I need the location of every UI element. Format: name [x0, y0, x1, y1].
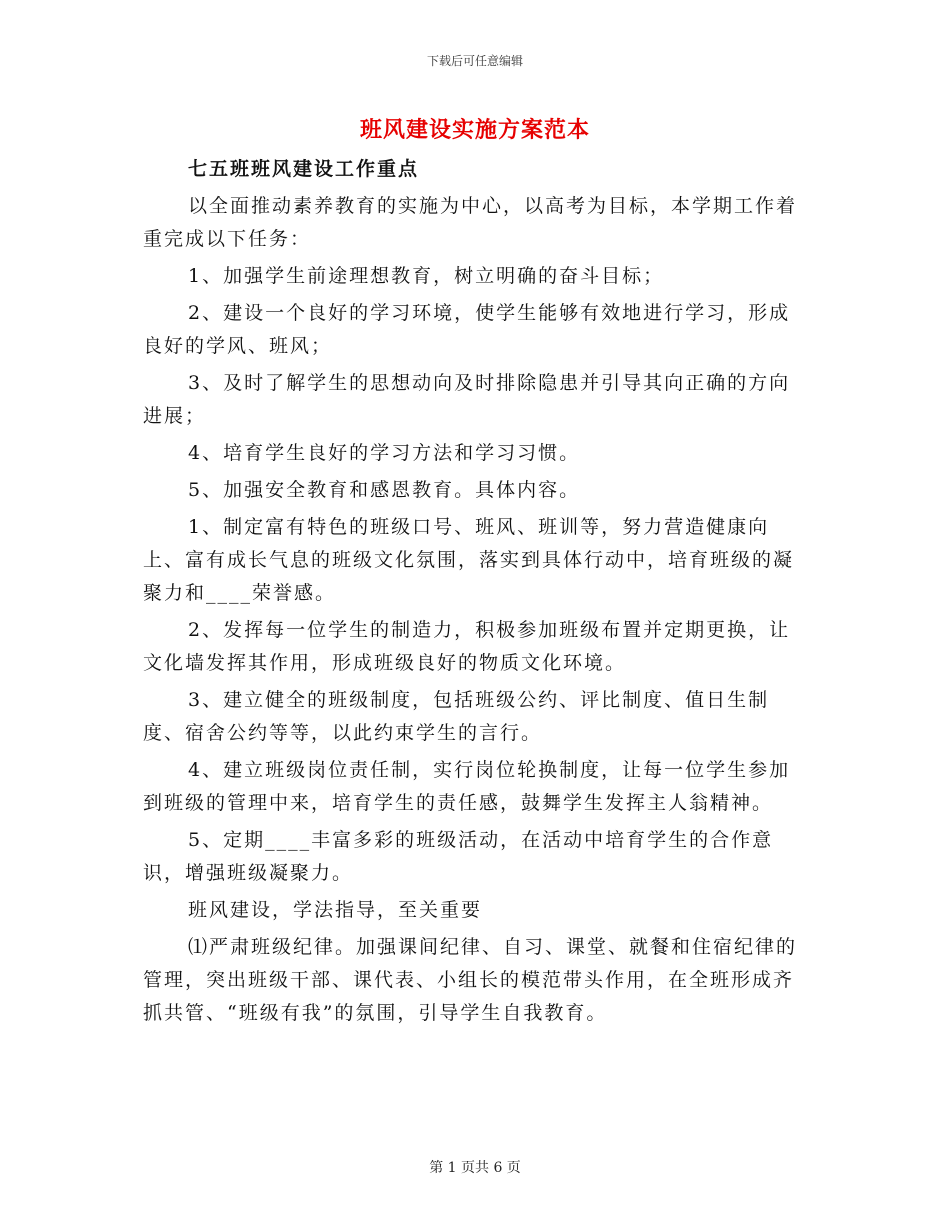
paragraph-content-2: 2、发挥每一位学生的制造力，积极参加班级布置并定期更换，让文化墙发挥其作用，形成班级良好的物质文化环境。	[143, 619, 791, 674]
document-body	[143, 153, 811, 1034]
paragraph-content-5: 5、定期____丰富多彩的班级活动，在活动中培育学生的合作意识，增强班级凝聚力。	[143, 829, 774, 884]
paragraph-heading: 班风建设，学法指导，至关重要	[188, 899, 483, 921]
paragraph-content-1: 1、制定富有特色的班级口号、班风、班训等，努力营造健康向上、富有成长气息的班级文化氛围，落实到具体行动中，培育班级的凝聚力和____荣誉感。	[143, 516, 795, 604]
paragraph-task-2: 2、建设一个良好的学习环境，使学生能够有效地进行学习，形成良好的学风、班风；	[143, 302, 791, 357]
paragraph-task-4: 4、培育学生良好的学习方法和学习习惯。	[188, 442, 581, 464]
paragraph-task-3: 3、及时了解学生的思想动向及时排除隐患并引导其向正确的方向进展；	[143, 372, 791, 427]
page-header: 下载后可任意编辑	[426, 54, 523, 68]
paragraph-task-5: 5、加强安全教育和感恩教育。具体内容。	[188, 479, 581, 501]
document-title: 班风建设实施方案范本	[359, 118, 590, 143]
section-subtitle: 七五班班风建设工作重点	[188, 158, 420, 180]
paragraph-task-1: 1、加强学生前途理想教育，树立明确的奋斗目标；	[188, 265, 665, 287]
paragraph-content-3: 3、建立健全的班级制度，包括班级公约、评比制度、值日生制度、宿舍公约等等，以此约束学生的言行。	[143, 689, 770, 744]
page-footer: 第 1 页共 6 页	[429, 1160, 521, 1176]
paragraph-content-4: 4、建立班级岗位责任制，实行岗位轮换制度，让每一位学生参加到班级的管理中来，培育学生的责任感，鼓舞学生发挥主人翁精神。	[143, 759, 791, 814]
paragraph-discipline: ⑴严肃班级纪律。加强课间纪律、自习、课堂、就餐和住宿纪律的管理，突出班级干部、课代表、小组长的模范带头作用，在全班形成齐抓共管、“班级有我”的氛围，引导学生自我教育。	[143, 936, 798, 1024]
paragraph-intro: 以全面推动素养教育的实施为中心，以高考为目标，本学期工作着重完成以下任务：	[143, 195, 798, 250]
